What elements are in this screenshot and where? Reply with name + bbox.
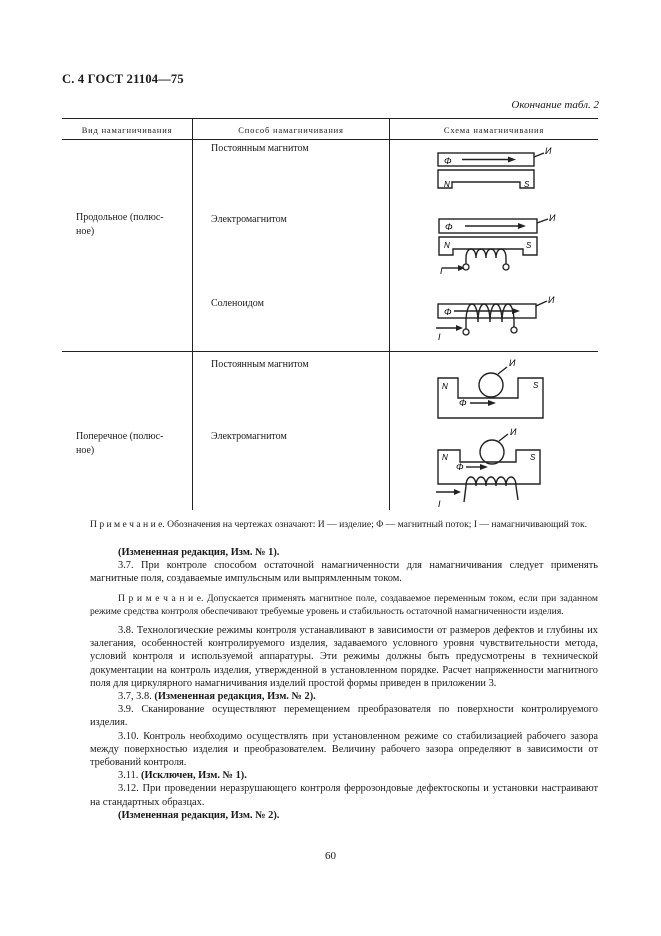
flux-label: Φ <box>444 307 452 317</box>
item-label: И <box>545 146 552 156</box>
paragraph-3-11-prefix: 3.11. <box>118 770 141 782</box>
scheme-transverse-electromagnet <box>430 427 565 512</box>
paragraph-3-7: 3.7. При контроле способом остаточной намагниченности для намагничивания следует применять магнитные поля, создаваемые импульсным или выпрямленным током. <box>90 560 598 585</box>
current-label: I <box>440 266 443 276</box>
table-top-rule <box>62 118 598 119</box>
paragraph-3-11: (Исключен, Изм. № 1). <box>141 770 247 782</box>
north-label: N <box>444 241 450 250</box>
flux-label: Φ <box>459 398 467 408</box>
body-text <box>90 546 598 822</box>
method-permanent-magnet-1: Постоянным магнитом <box>211 143 309 154</box>
method-electromagnet-2: Электромагнитом <box>211 431 287 442</box>
paragraph-3-11-line <box>90 769 598 782</box>
row-kind-longitudinal: Продольное (полюс- ное) <box>76 212 164 237</box>
page-number: 60 <box>325 850 336 862</box>
table-col-divider-1 <box>192 118 193 510</box>
table-header-rule <box>62 139 598 140</box>
column-header-kind: Вид намагничивания <box>81 125 173 135</box>
paragraph-3-12: 3.12. При проведении неразрушающего контроля феррозондовые дефектоскопы и установки настраивают на стандартных образцах. <box>90 783 598 808</box>
scheme-transverse-permanent-magnet <box>430 360 560 422</box>
south-label: S <box>524 180 530 189</box>
method-solenoid: Соленоидом <box>211 298 264 309</box>
north-label: N <box>444 180 450 189</box>
revision-note-3: (Измененная редакция, Изм. № 2). <box>118 809 280 821</box>
scheme-longitudinal-permanent-magnet <box>430 145 560 197</box>
revision-note-2-prefix: 3.7, 3.8. <box>118 691 155 703</box>
note-designations <box>90 518 598 531</box>
north-label: N <box>442 453 448 462</box>
table-col-divider-2 <box>389 118 390 510</box>
note-alternating-current: П р и м е ч а н и е. Допускается применять магнитное поле, создаваемое переменным током, если при заданном режиме средства контроля обеспечивают требуемые уровень и стабильность остаточной намагниченности изделия. <box>90 592 598 617</box>
column-header-method: Способ намагничивания <box>238 125 344 135</box>
column-header-scheme: Схема намагничивания <box>443 125 545 135</box>
method-permanent-magnet-2: Постоянным магнитом <box>211 359 309 370</box>
current-label: I <box>438 332 441 342</box>
paragraph-3-10: 3.10. Контроль необходимо осуществлять при установленном режиме со стабилизацией рабочего зазора между поверхностью изделия и преобразователем. Величину рабочего зазора определяют в зависимости от требований контроля. <box>90 730 598 769</box>
paragraph-3-9: 3.9. Сканирование осуществляют перемещением преобразователя по поверхности контролируемого изделия. <box>90 704 598 729</box>
revision-note-1: (Измененная редакция, Изм. № 1). <box>118 547 280 558</box>
scheme-longitudinal-electromagnet <box>430 212 565 277</box>
south-label: S <box>530 453 536 462</box>
flux-label: Φ <box>444 156 452 166</box>
scheme-longitudinal-solenoid <box>430 294 565 346</box>
item-label: И <box>510 427 517 437</box>
paragraph-3-8: 3.8. Технологические режимы контроля устанавливают в зависимости от размеров дефектов и глубины их залегания, особенностей контролируемого изделия, задаваемого условного уровня чувствительности метода, условий контроля и используемой аппаратуры. Эти режимы должны быть предусмотрены в технической документации на контроль изделия, утвержденной в установленном порядке. Расчет напряженности магнитного поля для циркулярного намагничивания изделий простой формы приведен в приложении 3. <box>90 625 598 689</box>
note-designations-text: П р и м е ч а н и е. Обозначения на чертежах означают: И — изделие; Φ — магнитный поток; I — намагничивающий ток. <box>90 519 588 530</box>
table-row-rule <box>62 351 598 352</box>
revision-note-2: (Измененная редакция, Изм. № 2). <box>154 691 316 703</box>
north-label: N <box>442 382 448 391</box>
flux-label: Φ <box>445 222 453 232</box>
page-header: С. 4 ГОСТ 21104—75 <box>62 72 184 86</box>
south-label: S <box>533 381 539 390</box>
revision-note-2-line <box>90 690 598 703</box>
row-kind-transverse: Поперечное (полюс- ное) <box>76 431 164 456</box>
item-label: И <box>509 358 516 368</box>
item-label: И <box>549 213 556 223</box>
table-continuation-label: Окончание табл. 2 <box>511 99 599 111</box>
method-electromagnet-1: Электромагнитом <box>211 214 287 225</box>
south-label: S <box>526 241 532 250</box>
item-label: И <box>548 295 555 305</box>
flux-label: Φ <box>456 462 464 472</box>
current-label: I <box>438 499 441 509</box>
